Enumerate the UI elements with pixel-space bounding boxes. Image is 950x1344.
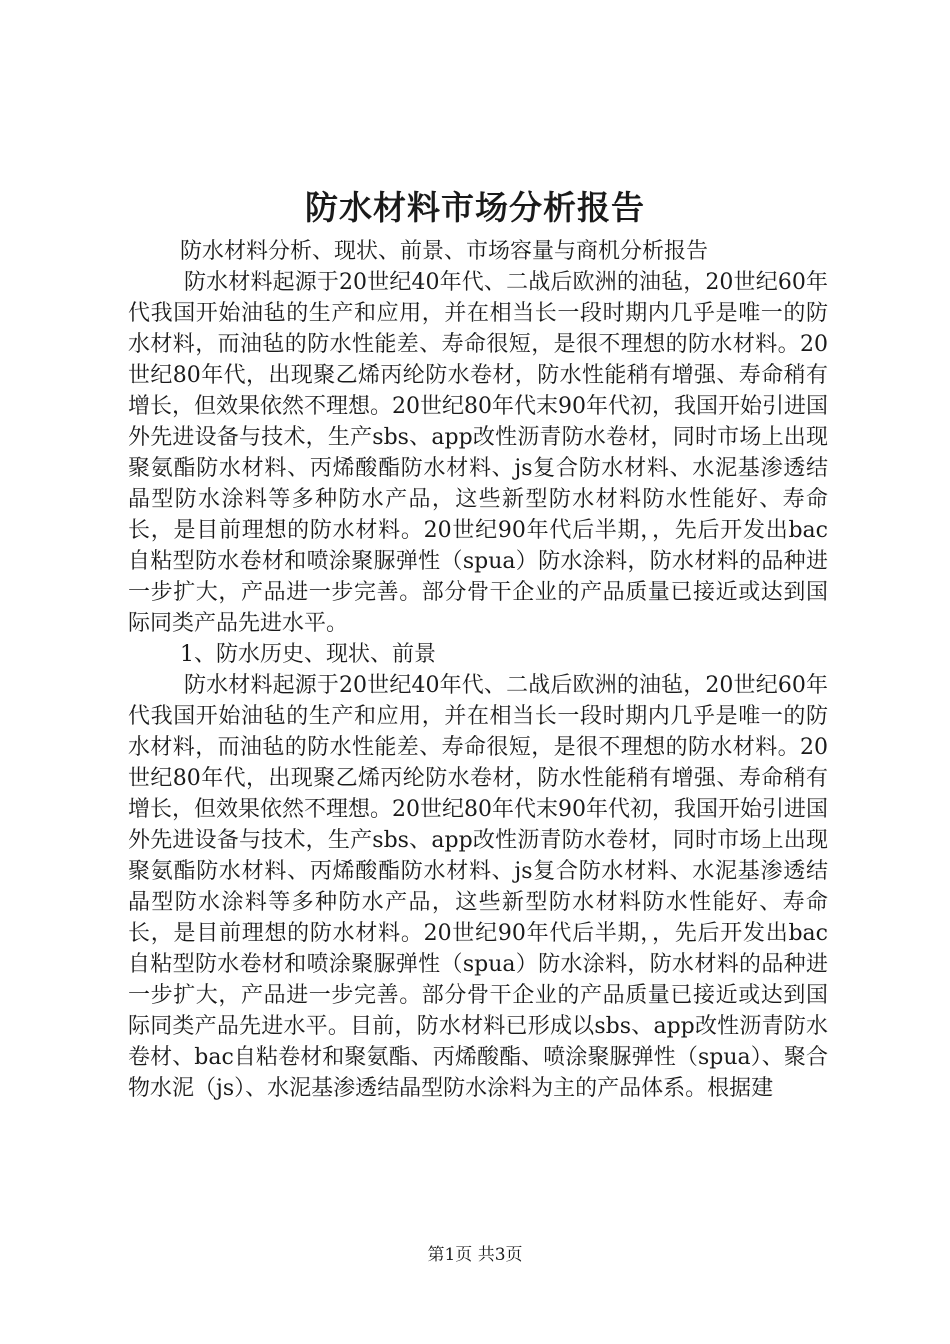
paragraph-origin-summary: 防水材料起源于20世纪40年代、二战后欧洲的油毡，20世纪60年代我国开始油毡的生产和应用，并在相当长一段时期内几乎是唯一的防水材料，而油毡的防水性能差、寿命很短，是很不理想的防水材料。20世纪80年代，出现聚乙烯丙纶防水卷材，防水性能稍有增强、寿命稍有增长，但效果依然不理想。20世纪80年代末90年代初，我国开始引进国外先进设备与技术，生产sbs、app改性沥青防水卷材，同时市场上出现聚氨酯防水材料、丙烯酸酯防水材料、js复合防水材料、水泥基渗透结晶型防水涂料等多种防水产品，这些新型防水材料防水性能好、寿命长，是目前理想的防水材料。20世纪90年代后半期，，先后开发出bac自粘型防水卷材和喷涂聚脲弹性（spua）防水涂料，防水材料的品种进一步扩大，产品进一步完善。部分骨干企业的产品质量已接近或达到国际同类产品先进水平。 xyxy=(128,270,828,636)
document-title: 防水材料市场分析报告 xyxy=(305,188,645,227)
page-footer: 第1页 共3页 xyxy=(427,1245,523,1265)
section-heading-history: 1、防水历史、现状、前景 xyxy=(180,642,436,667)
document-subtitle: 防水材料分析、现状、前景、市场容量与商机分析报告 xyxy=(180,239,709,264)
paragraph-history-detail: 防水材料起源于20世纪40年代、二战后欧洲的油毡，20世纪60年代我国开始油毡的生产和应用，并在相当长一段时期内几乎是唯一的防水材料，而油毡的防水性能差、寿命很短，是很不理想的防水材料。20世纪80年代，出现聚乙烯丙纶防水卷材，防水性能稍有增强、寿命稍有增长，但效果依然不理想。20世纪80年代末90年代初，我国开始引进国外先进设备与技术，生产sbs、app改性沥青防水卷材，同时市场上出现聚氨酯防水材料、丙烯酸酯防水材料、js复合防水材料、水泥基渗透结晶型防水涂料等多种防水产品，这些新型防水材料防水性能好、寿命长，是目前理想的防水材料。20世纪90年代后半期，，先后开发出bac自粘型防水卷材和喷涂聚脲弹性（spua）防水涂料，防水材料的品种进一步扩大，产品进一步完善。部分骨干企业的产品质量已接近或达到国际同类产品先进水平。目前，防水材料已形成以sbs、app改性沥青防水卷材、bac自粘卷材和聚氨酯、丙烯酸酯、喷涂聚脲弹性（spua）、聚合物水泥（js）、水泥基渗透结晶型防水涂料为主的产品体系。根据建 xyxy=(128,673,828,1101)
document-body xyxy=(128,236,828,1101)
